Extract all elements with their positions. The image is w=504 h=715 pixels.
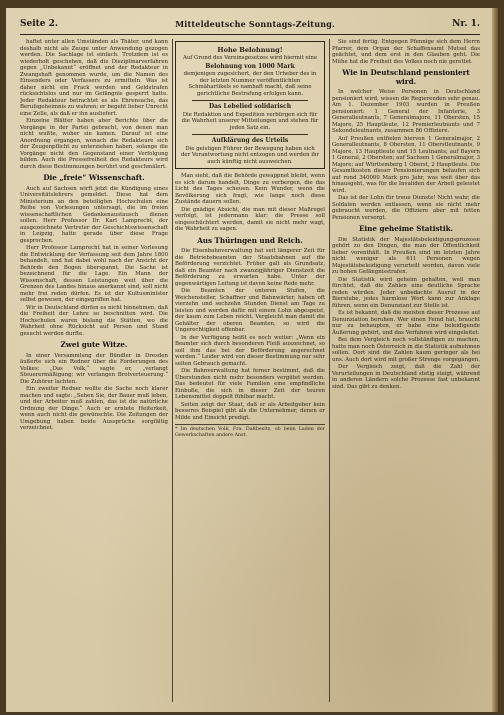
column-divider-2 xyxy=(329,39,330,702)
col3-paragraph-2: In welcher Weise Personen in Deutschland pensioniert wird, wissen die Regierenden sehr genau. Am 1. Dezember 1903 wurden in Preußen pensioniert: 1 General der Infanterie, 3 Generalleutnants, 7 Generalmajore, 11 Obersten, 15 Majore, 25 Hauptleute, 12 Premierleutnants und 7 Sekondeleutnants, zusammen 86 Offiziere. xyxy=(332,89,480,134)
article-heading-two-jokes: Zwei gute Witze. xyxy=(60,340,128,349)
column-divider-1 xyxy=(172,39,173,702)
issue-number: Nr. 1. xyxy=(452,19,480,29)
col1-paragraph-4: Herr Professor Lamprecht hat in seiner Vorlesung die Entwicklung der Verfassung seit dem Jahre 1800 behandelt, und hat dabei wohl nach der Ansicht der Behörde den Bogen überspannt. Die Sache ist bezeichnend für die Lage. Ein Mann der Wissenschaft, dessen Leistungen weit über die Grenzen des Landes hinaus anerkannt sind, soll nicht mehr frei reden dürfen. Es ist der Kultusminister selbst gewesen, der eingegriffen hat. xyxy=(20,245,168,303)
col2-paragraph-3: Die Eisenbahnverwaltung hat seit längerer Zeit für die Betriebsbeamten der Staatsbahnen auf die Beförderung verzichtet. Früher galt als Grundsatz, daß ein Beamter nach zwanzigjähriger Dienstzeit die Beförderung zu erwarten habe. Unter der gegenwärtigen Leitung ist davon keine Rede mehr. xyxy=(175,248,325,287)
reward-notice-title: Hohe Belohnung! xyxy=(217,46,283,54)
col2-paragraph-5: In der Verfügung heißt es noch weiter: „Wenn ein Beamter sich durch besonderen Fleiß auszeichnet, so soll ihm das bei der Beförderung angerechnet werden.“ Leider wird von dieser Bestimmung nur sehr selten Gebrauch gemacht. xyxy=(175,334,325,367)
newspaper-page xyxy=(6,8,498,712)
col3-paragraph-5: Die Statistik der Majestätsbeleidigungsprozesse gehört zu den Dingen, die man der Öffentlichkeit lieber vorenthält. In Preußen sind im letzten Jahre nicht weniger als 611 Personen wegen Majestätsbeleidigung verurteilt worden, davon viele zu hohen Gefängnisstrafen. xyxy=(332,236,480,275)
col3-paragraph-3: Auf Preußen entfielen hiervon 1 Generalmajor, 2 Generalleutnants, 8 Obersten, 11 Oberstleutnants, 9 Majore, 13 Hauptleute und 15 Leutnants; auf Bayern 1 General, 2 Obersten; auf Sachsen 1 Generalmajor, 3 Majore; auf Württemberg 1 Oberst, 2 Hauptleute. Die Gesamtkosten dieser Pensionierungen belaufen sich auf rund 340000 Mark pro Jahr, was weit über das hinausgeht, was für die Invaliden der Arbeit geleistet wird. xyxy=(332,135,480,194)
page-number: Seite 2. xyxy=(20,19,59,29)
box-divider-2 xyxy=(192,134,308,135)
box-divider-1 xyxy=(192,100,308,101)
col3-paragraph-7: Es ist bekannt, daß die meisten dieser Prozesse auf Denunziation beruhen. Wer einen Feind hat, braucht nur zu behaupten, er habe eine beleidigende Äußerung gehört, und das Verfahren wird eingeleitet. xyxy=(332,310,480,336)
newspaper-title: Mitteldeutsche Sonntags-Zeitung. xyxy=(175,19,336,29)
col3-paragraph-8: Bei dem Vergleich noch vollständigen zu machen, hatte man noch Österreich in die Statistik aufnehmen sollen. Dort sind die Zahlen kaum geringer als bei uns. Auch dort wird mit großer Strenge vorgegangen. xyxy=(332,337,480,363)
footnote: * Im deutschen Volk, Fra. Daßbesitz, ob beim Laden der Gewerkschaften andere Anst. xyxy=(175,424,325,439)
col3-paragraph-1: Sie sind fertig. Entgegen Pfennige sich dem Herrn Pfarrer, dem Organ der Schaffensamt Mutsel das geächtet, und dem erst in den Glauben geht. Die Mühe hat die Freiheit des Volkes noch nie gerettet. xyxy=(332,39,480,65)
col2-paragraph-7: Seiten zeigt der Staat, daß er als Arbeitgeber kein besseres Beispiel gibt als die Unternehmer, denen er Milde und Einsicht predigt. xyxy=(175,401,325,421)
reward-line-3: demjenigen zugesichert, der den Urheber des in der letzten Nummer veröffentlichten Schmähartikels so namhaft macht, daß seine gerichtliche Bestrafung erfolgen kann. xyxy=(183,71,317,97)
reward-line-5: Die geistigen Führer der Bewegung haben sich der Verantwortung nicht entzogen und werden ihr auch künftig nicht ausweichen. xyxy=(180,145,320,165)
article-heading-pensions: Wie in Deutschland pensioniert wird. xyxy=(342,68,470,86)
reward-notice-box xyxy=(175,41,325,169)
col1-paragraph-1: haftet unter allen Umständen als Thäter, und kann deshalb nicht als Zeuge unter Anwendung gezogen werden. Die Sachlage ist einfach. Trotzdem ist es wiederholt geschehen, daß die Disziplinarverfahren gegen „Unbekannt“ eröffnet und der Redakteur in Zwangshaft genommen wurde, um die Namen des Einsenders oder Verfassers zu ermitteln. Was ist daher nicht ein Frack werden und Geldstrafen rücksichtslos und nur im Gefängnis gesperrt hatte. Jeder Redakteur betrachtet es als Ehrensache, das Berufsgeheimnis zu wahren; er begeht lieber Unrecht eine Zelle, als daß er ihn ausliefert. xyxy=(20,39,168,117)
col1-paragraph-3: Auch auf Sachsen wirft jetzt die Kündigung eines Universitätslehrers gemeldet. Diese hat dem Ministerium an den beteiligten Hochschulen eine Reihe von Vorlesungen untersagt, die im freien wissenschaftlichen Gedankenaustausch dienen sollen. Herr Professor Dr. Karl Lamprecht, der ausgezeichnete Vertreter der Geschichtswissenschaft in Leipzig, hatte gerade über diese Frage gesprochen. xyxy=(20,185,168,244)
reward-amount: Belohnung von 1000 Mark xyxy=(205,62,295,70)
column-1 xyxy=(20,39,168,702)
col3-paragraph-6: Die Statistik wird geheim gehalten, weil man fürchtet, daß die Zahlen eine deutliche Sprache reden würden. Jeder unbedachte Ausruf in der Bierstube, jedes harmlose Wort kann zur Anklage führen, wenn ein Denunziant zur Stelle ist. xyxy=(332,276,480,309)
page-header xyxy=(20,16,480,32)
col2-paragraph-4: Die Beamten der unteren Stufen, die Weichensteller, Schaffner und Bahnwärter, haben oft vierzehn und sechzehn Stunden Dienst am Tage zu leisten und werden dafür mit einem Lohn abgespeist, der kaum zum Leben reicht. Vergleicht man damit die Gehälter der oberen Beamten, so wird die Ungerechtigkeit offenbar. xyxy=(175,288,325,333)
col3-paragraph-9: Der Vergleich zeigt, daß die Zahl der Verurteilungen in Deutschland stetig steigt, während in anderen Ländern solche Prozesse fast unbekannt sind. Das gibt zu denken. xyxy=(332,364,480,390)
box-subtitle-2: Aufklärung des Urteils xyxy=(211,137,289,144)
col2-paragraph-1: Man sieht, daß die Behörde gewappnet bleibt, wenn es sich darum handelt, Dinge zu verbergen, die das Licht des Tages scheuen. Kein Wunder, wenn die Bevölkerung sich fragt, wie lange noch diese Zustände dauern sollen. xyxy=(175,173,325,205)
article-heading-free-science: Die „freie“ Wissenschaft. xyxy=(43,173,145,182)
col1-paragraph-2: Einzelne Blätter haben aber Berichte über die Vorgänge in der Partei gebracht, von denen man nicht wußte, woher sie kamen. Darauf ist eine Anordnung ergangen, wonach die Redakteure sich der Zeugenpflicht zu unterziehen haben, solange die Vorgänge nicht den Gegenstand einer Verfolgung bilden. Auch die Pressefreiheit des Redakteurs wird durch diese Bestimmungen berührt und geschmälert. xyxy=(20,118,168,170)
col3-paragraph-4: Das ist der Lohn für treue Dienste! Nicht wahr, die Soldaten werden entlassen, wenn sie nicht mehr gebraucht werden, die Offiziere aber mit fetten Pensionen versorgt. xyxy=(332,195,480,221)
article-heading-thuringia: Aus Thüringen und Reich. xyxy=(197,235,303,245)
col2-paragraph-2: Die gnädige Absicht, die man mit dieser Maßregel verfolgt, ist jedermann klar: die Presse soll eingeschüchtert werden, damit sie nicht mehr wagt, die Wahrheit zu sagen. xyxy=(175,206,325,232)
col2-paragraph-6: Die Bahnverwaltung hat ferner bestimmt, daß die Überstunden nicht mehr besonders vergütet werden. Das bedeutet für viele Familien eine empfindliche Einbuße, die sich in dieser Zeit der teuren Lebensmittel doppelt fühlbar macht. xyxy=(175,368,325,400)
column-2 xyxy=(175,39,325,702)
reward-line-1: Auf Grund des Vereinsgesetzes wird hiermit eine xyxy=(182,55,318,61)
col1-paragraph-6: In einer Versammlung der Bündler in Dresden äußerte sich ein Redner über die Forderungen des Volkes: „Das Volk,“ sagte er, „verlangt Steuerermäßigung; wir verlangen Brotverteuerung.“ Die Zuhörer lachten. xyxy=(20,352,168,385)
box-subtitle-1: Das Lebelied solidarisch xyxy=(208,103,292,110)
article-heading-secret-statistics: Eine geheime Statistik. xyxy=(358,224,454,233)
page-edge xyxy=(492,8,498,712)
header-rule xyxy=(20,34,480,35)
reward-line-4: Die Redaktion und Expedition verbürgen sich für die Wahrheit unserer Mitteilungen und stehen für jeden Satz ein. xyxy=(181,111,319,131)
col1-paragraph-5: Wir in Deutschland dürfen es nicht hinnehmen, daß die Freiheit der Lehre so beschnitten wird. Die Hochschulen waren bislang die Stätten, wo die Wahrheit ohne Rücksicht auf Person und Stand gesucht werden durfte. xyxy=(20,304,168,337)
column-3 xyxy=(332,39,480,702)
col1-paragraph-7: Ein zweiter Redner wollte die Sache noch klarer machen und sagte: „Sehen Sie, der Bauer muß leben, und der Arbeiter muß zahlen, das ist die natürliche Ordnung der Dinge.“ Auch er erntete Heiterkeit, wenn auch nicht die gewünschte. Die Zeitungen der Umgebung haben beide Aussprüche sorgfältig verzeichnet. xyxy=(20,386,168,431)
